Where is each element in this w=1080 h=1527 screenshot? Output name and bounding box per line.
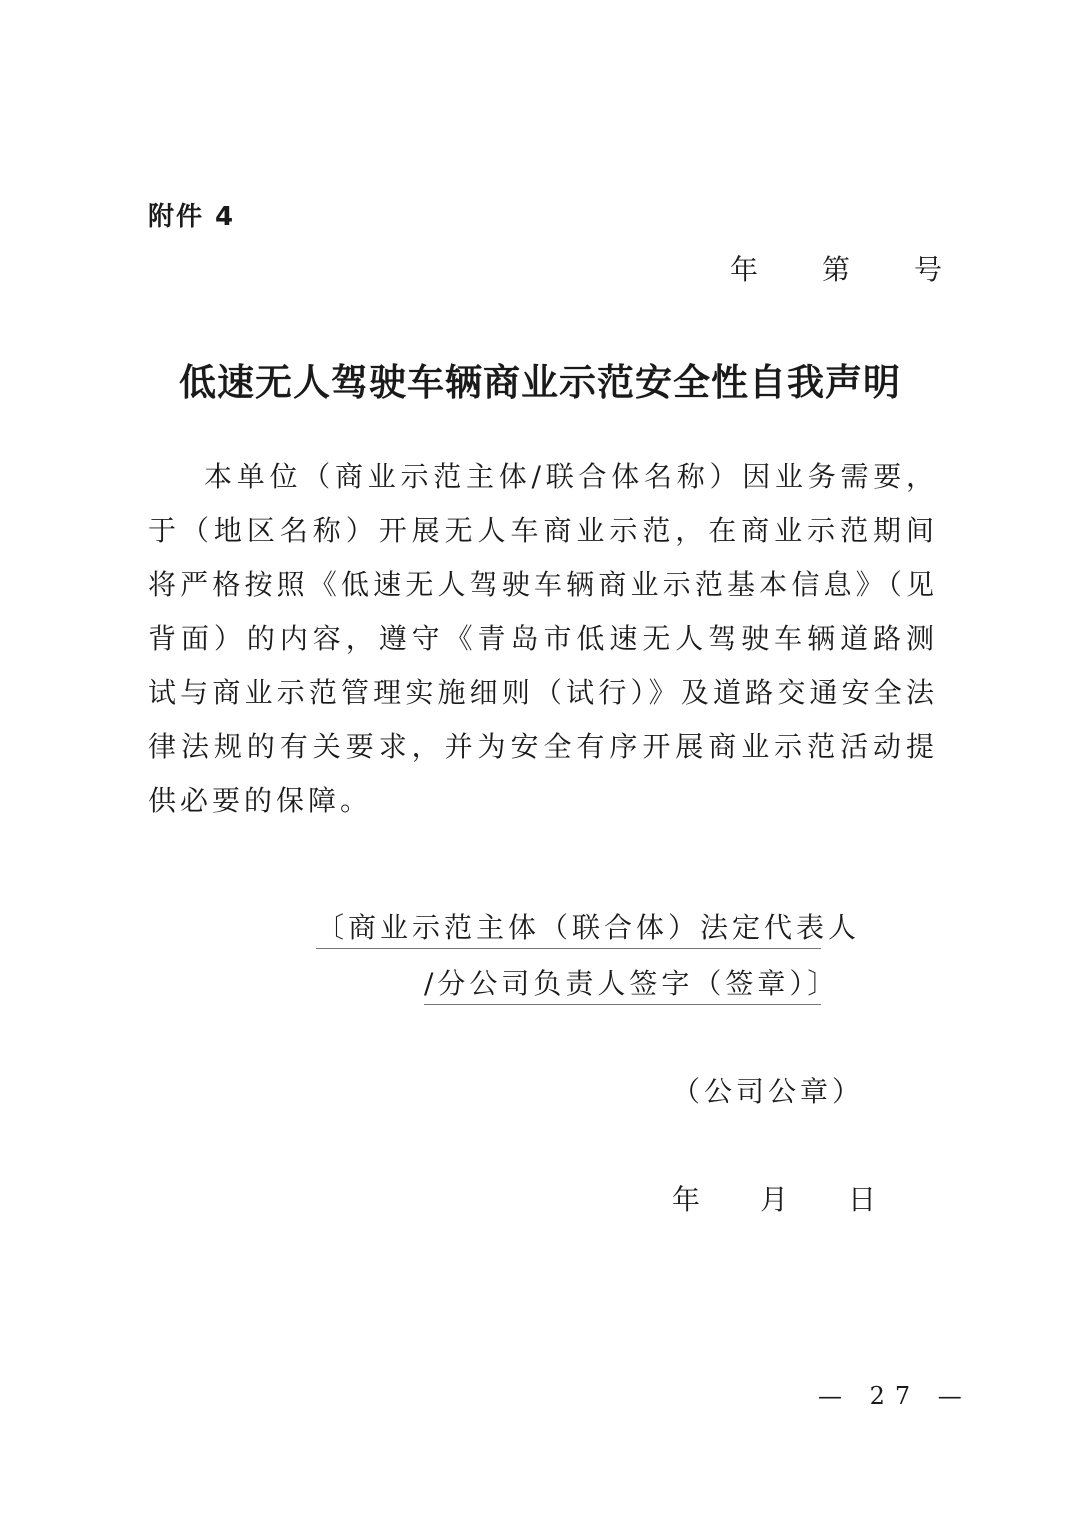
document-number [730, 248, 942, 288]
signature-line-1: 〔商业示范主体（联合体）法定代表人 [316, 906, 821, 949]
signature-line-2: /分公司负责人签字（签章）〕 [424, 962, 821, 1005]
doc-number-number: 号 [913, 253, 942, 286]
attachment-label: 附件 4 [148, 202, 236, 232]
date-day: 日 [848, 1183, 877, 1216]
doc-number-ordinal: 第 [821, 253, 850, 286]
declaration-paragraph: 本单位（商业示范主体/联合体名称）因业务需要，于（地区名称）开展无人车商业示范，在商业示范期间将严格按照《低速无人驾驶车辆商业示范基本信息》（见背面）的内容，遵守《青岛市低速无人驾驶车辆道路测试与商业示范管理实施细则（试行）》及道路交通安全法律法规的有关要求，并为安全有序开展商业示范活动提供必要的保障。 [148, 460, 938, 817]
date-month: 月 [760, 1183, 789, 1216]
date-year: 年 [672, 1183, 701, 1216]
document-title: 低速无人驾驶车辆商业示范安全性自我声明 [179, 361, 901, 404]
company-seal-label: （公司公章） [672, 1075, 865, 1108]
page-number: — 27 — [818, 1382, 972, 1410]
signature-date [672, 1178, 876, 1218]
doc-number-year: 年 [729, 253, 758, 286]
